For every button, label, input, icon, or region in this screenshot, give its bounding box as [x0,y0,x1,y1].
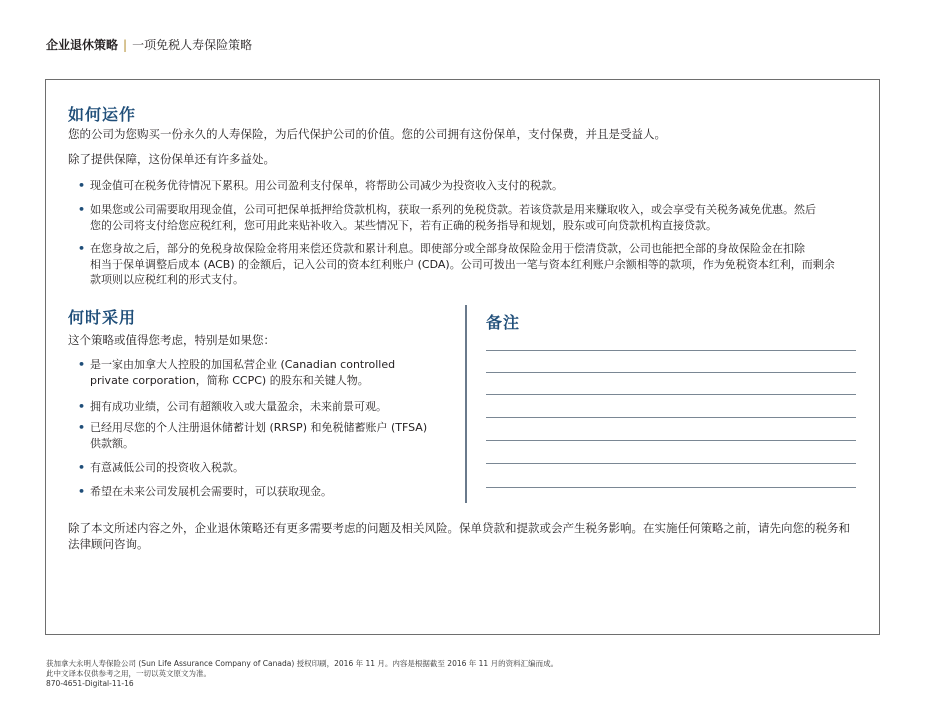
how-bullet-2 [78,202,816,233]
bullet-dot: • [78,358,86,371]
how-para-2: 除了提供保障，这份保单还有许多益处。 [68,152,275,166]
how-bullet-1-line-1: 现金值可在税务优待情况下累积。用公司盈利支付保单，将帮助公司减少为投资收入支付的税款。 [90,179,563,192]
notes-line [486,394,856,395]
when-bullet-2 [78,399,387,415]
when-bullet-5-line-1: 希望在未来公司发展机会需要时，可以获取现金。 [90,485,332,498]
when-bullet-3-line-2: 供款额。 [90,436,134,450]
when-bullet-3 [78,420,428,451]
bullet-dot: • [78,421,86,434]
notes-line [486,417,856,418]
when-bullet-1-line-2: private corporation，简称 CCPC) 的股东和关键人物。 [90,373,369,387]
closing-line-2: 法律顾问咨询。 [68,537,149,551]
bullet-dot: • [78,242,86,255]
how-bullet-2-line-1: 如果您或公司需要取用现金值，公司可把保单抵押给贷款机构，获取一系列的免税贷款。若该贷款是用来赚取收入，或会享受有关税务减免优惠。然后 [90,203,816,216]
when-bullet-4 [78,460,244,476]
column-divider [465,305,467,503]
notes-line [486,440,856,441]
bullet-dot: • [78,461,86,474]
how-bullet-3-line-3: 款项则以应税红利的形式支付。 [90,273,244,286]
heading-when-to-use: 何时采用 [68,308,137,327]
footer-translation-note: 此中文译本仅供参考之用，一切以英文原文为准。 [46,669,211,678]
how-bullet-2-line-2: 您的公司将支付给您应税红利，您可用此来贴补收入。某些情况下，若有正确的税务指导和规划，股东或可向贷款机构直接贷款。 [90,218,717,232]
notes-line [486,463,856,464]
footer-print-notice: 获加拿大永明人寿保险公司 (Sun Life Assurance Company of Canada) 授权印刷，2016 年 11 月。内容是根据截至 2016 年 11 月的资料汇编而成。 [46,659,559,668]
closing-line-1: 除了本文所述内容之外，企业退休策略还有更多需要考虑的问题及相关风险。保单贷款和提款或会产生税务影响。在实施任何策略之前，请先向您的税务和 [68,521,850,535]
footer-doc-code: 870-4651-Digital-11-16 [46,679,134,688]
when-bullet-3-line-1: 已经用尽您的个人注册退休储蓄计划 (RRSP) 和免税储蓄账户 (TFSA) [90,421,428,434]
heading-how-it-works: 如何运作 [68,105,137,124]
closing-disclaimer [68,520,850,552]
how-bullet-3-line-2: 相当于保单调整后成本 (ACB) 的金额后，记入公司的资本红利账户 (CDA)。公司可拨出一笔与资本红利账户余额相等的款项，作为免税资本红利，而剩余 [90,257,835,271]
how-bullet-3 [78,241,835,288]
when-bullet-4-line-1: 有意减低公司的投资收入税款。 [90,461,244,474]
header-title: 企业退休策略 [46,38,119,52]
bullet-dot: • [78,400,86,413]
page-header [46,36,252,53]
when-bullet-5 [78,484,332,500]
when-bullet-1-line-1: 是一家由加拿大人控股的加国私营企业 (Canadian controlled [90,358,396,371]
when-bullet-1 [78,357,396,388]
heading-notes: 备注 [486,313,521,332]
how-bullet-1 [78,178,563,194]
when-bullet-2-line-1: 拥有成功业绩，公司有超额收入或大量盈余，未来前景可观。 [90,400,387,413]
header-separator: | [123,38,128,52]
bullet-dot: • [78,485,86,498]
bullet-dot: • [78,203,86,216]
notes-line [486,350,856,351]
when-intro: 这个策略或值得您考虑，特别是如果您： [68,333,275,347]
header-subtitle: 一项免税人寿保险策略 [132,38,253,52]
notes-line [486,372,856,373]
notes-line [486,487,856,488]
bullet-dot: • [78,179,86,192]
how-para-1: 您的公司为您购买一份永久的人寿保险，为后代保护公司的价值。您的公司拥有这份保单，支付保费，并且是受益人。 [68,127,666,141]
how-bullet-3-line-1: 在您身故之后，部分的免税身故保险金将用来偿还贷款和累计利息。即使部分或全部身故保险金用于偿清贷款，公司也能把全部的身故保险金在扣除 [90,242,805,255]
